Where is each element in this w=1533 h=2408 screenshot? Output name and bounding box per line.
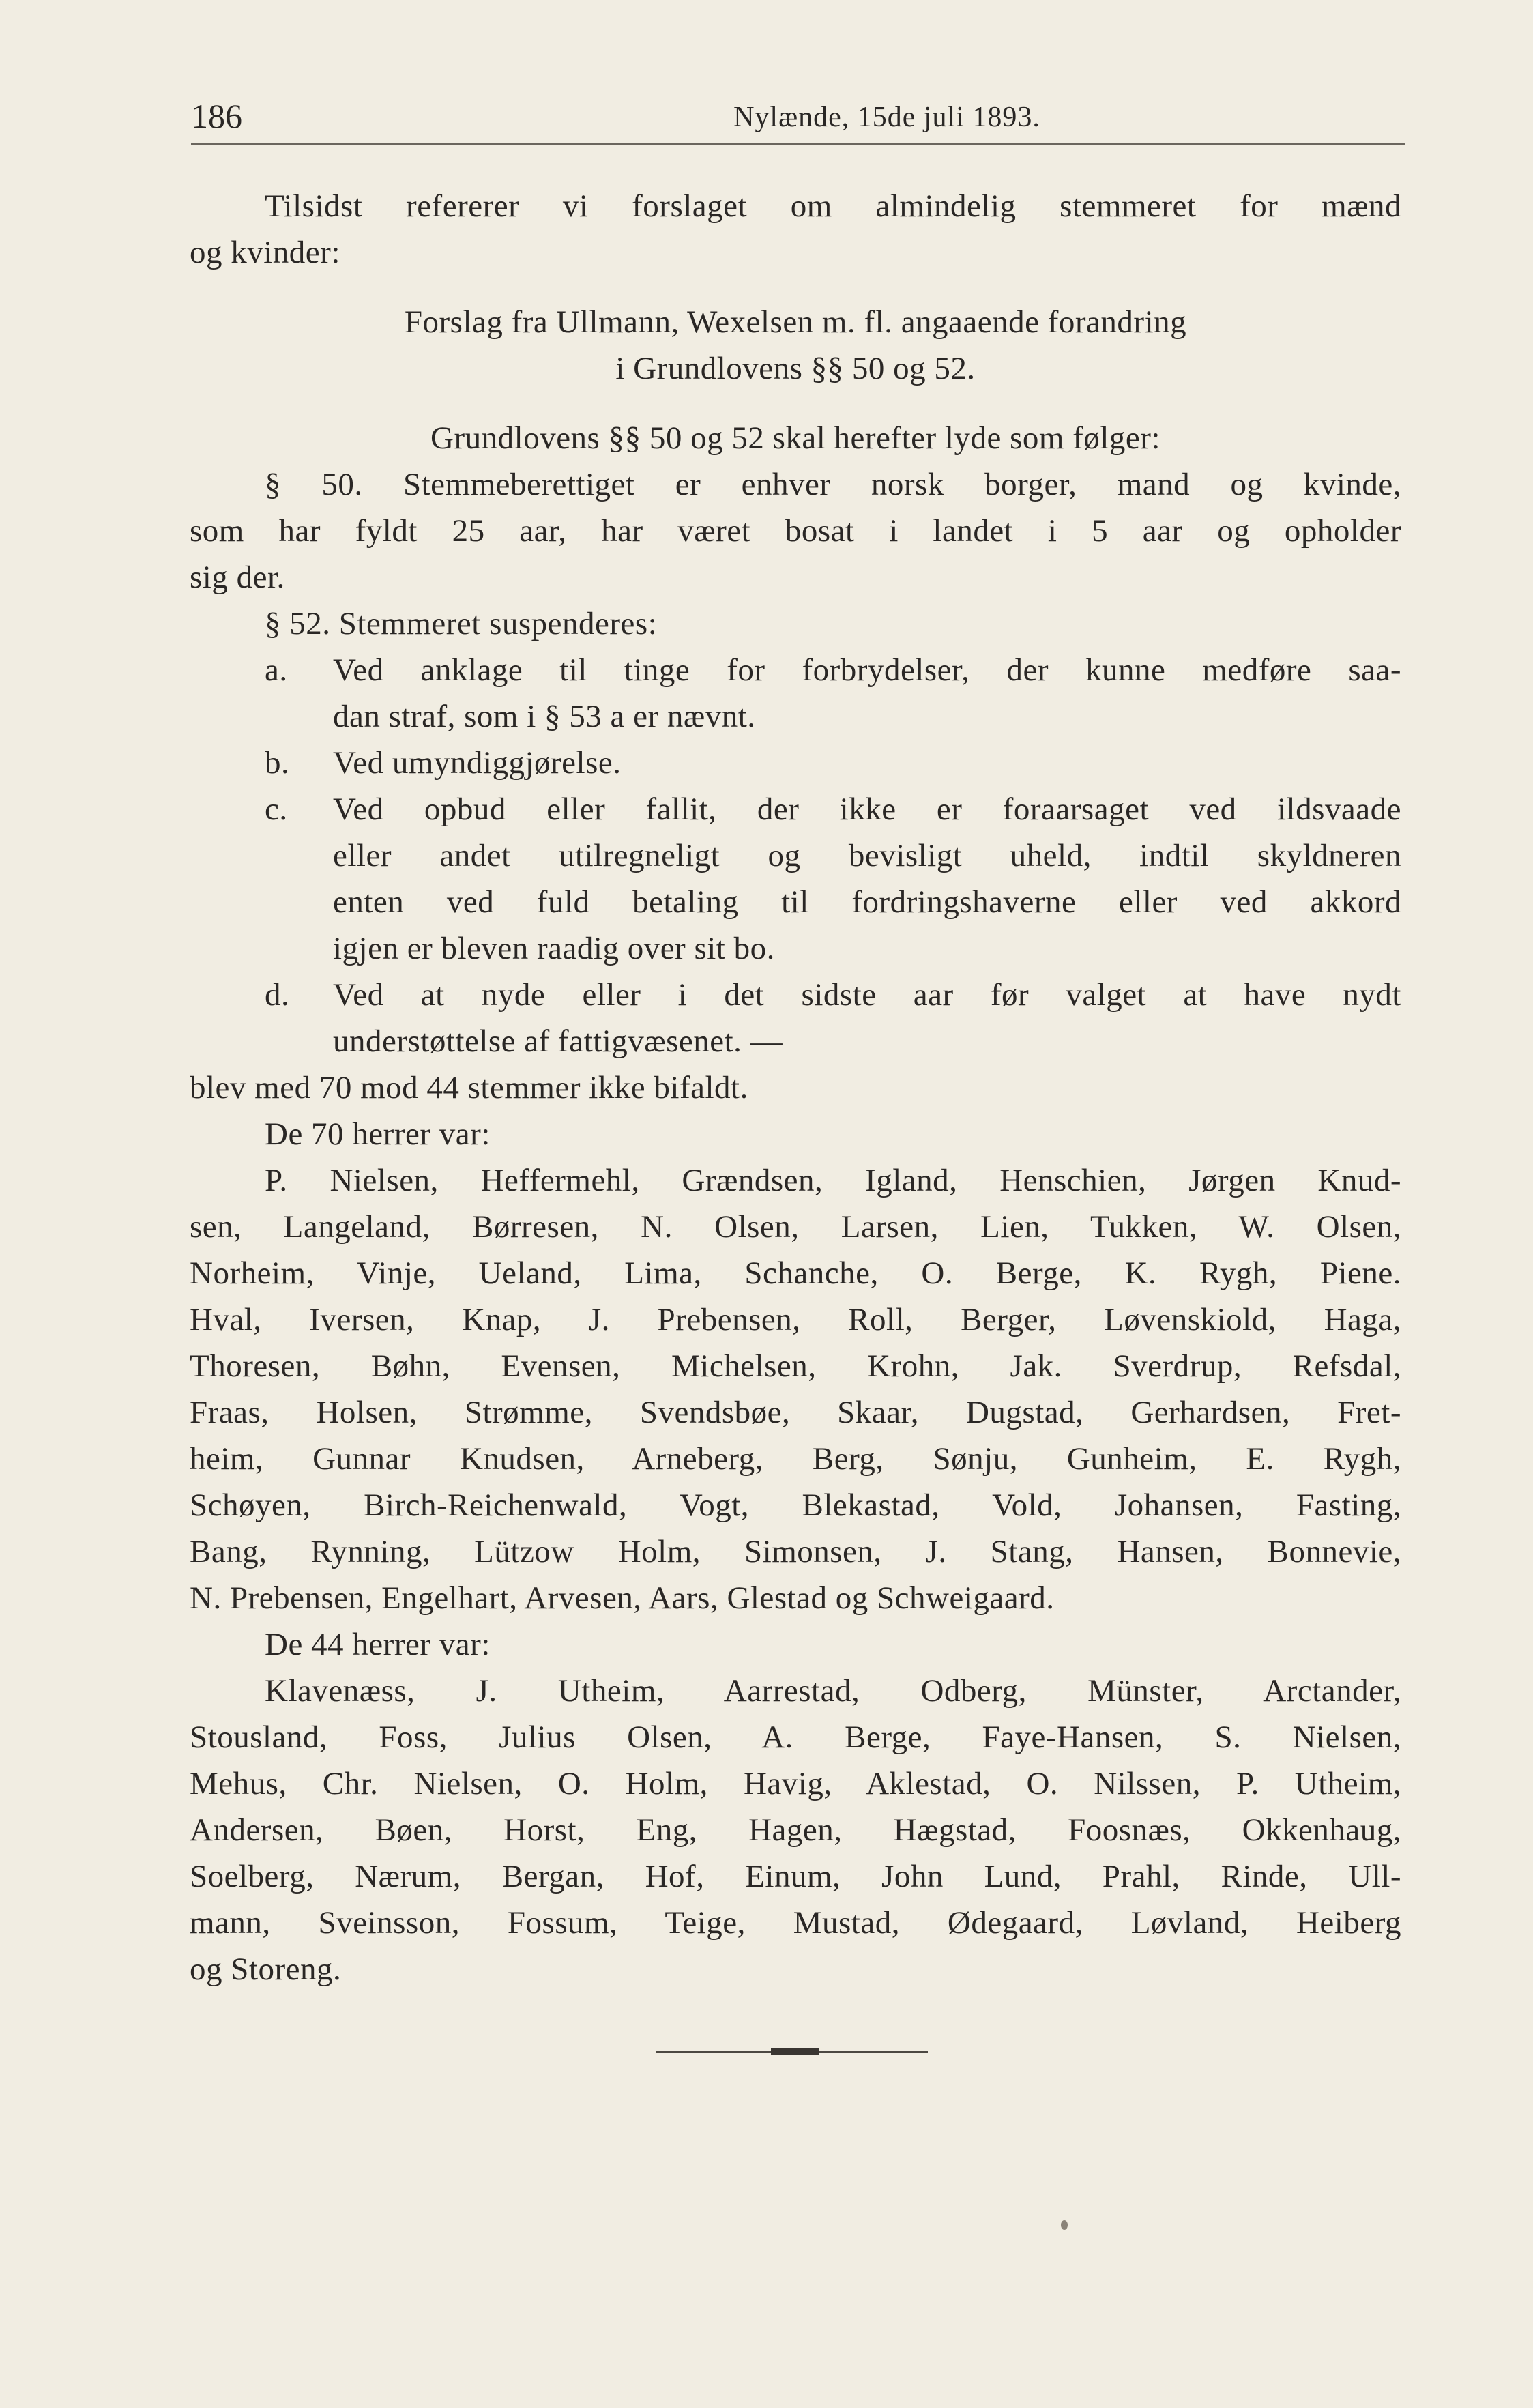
- group-44-line: Klavenæss, J. Utheim, Aarrestad, Odberg, Münster, Arctander,: [265, 1673, 1401, 1709]
- item-text: enten ved fuld betaling til fordringshaverne eller ved akkord: [333, 884, 1401, 920]
- item-text: understøttelse af fattigvæsenet. —: [333, 1024, 783, 1059]
- item-text: Ved umyndiggjørelse.: [333, 745, 622, 781]
- group-44-line: Andersen, Bøen, Horst, Eng, Hagen, Hægstad, Foosnæs, Okkenhaug,: [190, 1812, 1401, 1848]
- section-50-line: § 50. Stemmeberettiget er enhver norsk borger, mand og kvinde,: [265, 467, 1401, 502]
- list-item-c: [190, 786, 1401, 832]
- item-label: d.: [265, 977, 290, 1013]
- page-number: 186: [191, 97, 242, 135]
- paper-fleck: [1061, 2220, 1068, 2230]
- group-70-line: Thoresen, Bøhn, Evensen, Michelsen, Krohn, Jak. Sverdrup, Refsdal,: [190, 1348, 1401, 1384]
- group-44-line: og Storeng.: [190, 1952, 342, 1987]
- group-70-line: Norheim, Vinje, Ueland, Lima, Schanche, O. Berge, K. Rygh, Piene.: [190, 1256, 1401, 1291]
- closing-rule-center: [771, 2048, 819, 2055]
- list-item-a: [190, 647, 1401, 693]
- intro-line: og kvinder:: [190, 235, 340, 270]
- group-70-line: Hval, Iversen, Knap, J. Prebensen, Roll, Berger, Løvenskiold, Haga,: [190, 1302, 1401, 1337]
- item-text: dan straf, som i § 53 a er nævnt.: [333, 699, 756, 734]
- item-label: b.: [265, 745, 290, 781]
- group-70-line: heim, Gunnar Knudsen, Arneberg, Berg, Sønju, Gunheim, E. Rygh,: [190, 1441, 1401, 1477]
- list-item-d: [190, 972, 1401, 1018]
- group-44-line: Stousland, Foss, Julius Olsen, A. Berge, Faye-Hansen, S. Nielsen,: [190, 1720, 1401, 1755]
- item-label: a.: [265, 652, 288, 688]
- group-70-heading: De 70 herrer var:: [265, 1116, 491, 1152]
- item-text: eller andet utilregneligt og bevisligt uheld, indtil skyldneren: [333, 838, 1401, 873]
- proposal-title-line: Forslag fra Ullmann, Wexelsen m. fl. angaaende forandring: [404, 304, 1187, 340]
- article-body: [190, 183, 1401, 1992]
- group-70-line: N. Prebensen, Engelhart, Arvesen, Aars, Glestad og Schweigaard.: [190, 1580, 1055, 1616]
- group-44-heading: De 44 herrer var:: [265, 1627, 491, 1662]
- group-44-line: Mehus, Chr. Nielsen, O. Holm, Havig, Aklestad, O. Nilssen, P. Utheim,: [190, 1766, 1401, 1801]
- statement: Grundlovens §§ 50 og 52 skal herefter lyde som følger:: [430, 420, 1160, 456]
- item-label: c.: [265, 792, 288, 827]
- list-item-b: [190, 740, 1401, 786]
- group-44-line: mann, Sveinsson, Fossum, Teige, Mustad, Ødegaard, Løvland, Heiberg: [190, 1905, 1401, 1941]
- vote-result: blev med 70 mod 44 stemmer ikke bifaldt.: [190, 1070, 748, 1105]
- section-52-heading: § 52. Stemmeret suspenderes:: [265, 606, 658, 641]
- proposal-title-line: i Grundlovens §§ 50 og 52.: [615, 351, 976, 386]
- group-70-line: Schøyen, Birch-Reichenwald, Vogt, Blekastad, Vold, Johansen, Fasting,: [190, 1488, 1401, 1523]
- group-44-line: Soelberg, Nærum, Bergan, Hof, Einum, John Lund, Prahl, Rinde, Ull-: [190, 1859, 1401, 1894]
- item-text: igjen er bleven raadig over sit bo.: [333, 931, 775, 966]
- item-text: Ved opbud eller fallit, der ikke er foraarsaget ved ildsvaade: [333, 792, 1401, 827]
- group-70-line: Bang, Rynning, Lützow Holm, Simonsen, J. Stang, Hansen, Bonnevie,: [190, 1534, 1401, 1569]
- running-title: Nylænde, 15de juli 1893.: [733, 102, 1040, 133]
- section-50-line: sig der.: [190, 560, 285, 595]
- group-70-line: Fraas, Holsen, Strømme, Svendsbøe, Skaar, Dugstad, Gerhardsen, Fret-: [190, 1395, 1401, 1430]
- item-text: Ved at nyde eller i det sidste aar før valget at have nydt: [333, 977, 1401, 1013]
- page-header: [191, 96, 1405, 145]
- intro-line: Tilsidst refererer vi forslaget om almindelig stemmeret for mænd: [265, 188, 1401, 224]
- group-70-line: sen, Langeland, Børresen, N. Olsen, Larsen, Lien, Tukken, W. Olsen,: [190, 1209, 1401, 1245]
- group-70-line: P. Nielsen, Heffermehl, Grændsen, Igland, Henschien, Jørgen Knud-: [265, 1163, 1401, 1198]
- item-text: Ved anklage til tinge for forbrydelser, der kunne medføre saa-: [333, 652, 1401, 688]
- section-50-line: som har fyldt 25 aar, har været bosat i landet i 5 aar og opholder: [190, 513, 1401, 549]
